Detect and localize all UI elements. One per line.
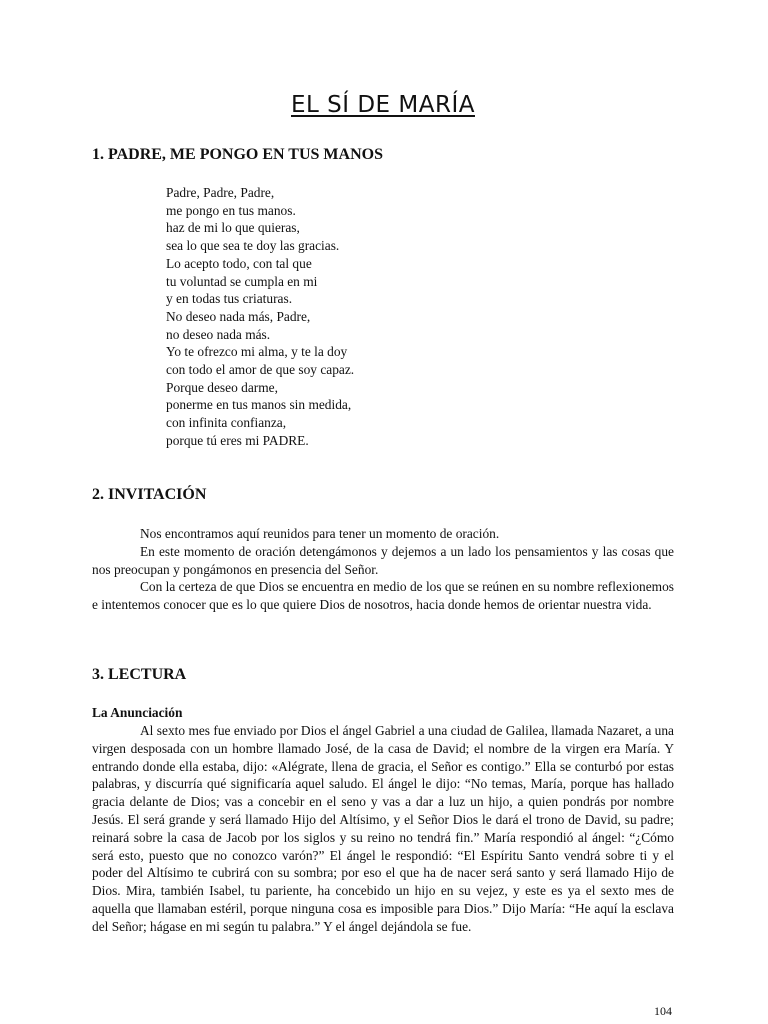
paragraph: Al sexto mes fue enviado por Dios el ángel Gabriel a una ciudad de Galilea, llamada Nazaret, a una virgen desposada con un hombre llamado José, de la casa de David; el nombre de la virgen era María. Y entrando donde ella estaba, dijo: «Alégrate, llena de gracia, el Señor es contigo.” Ella se conturbó por estas palabras, y discurría qué significaría aquel saludo. El ángel le dijo: “No temas, María, porque has hallado gracia delante de Dios; vas a concebir en el seno y vas a dar a luz un hijo, a quien pondrás por nombre Jesús. El será grande y será llamado Hijo del Altísimo, y el Señor Dios le dará el trono de David, su padre; reinará sobre la casa de Jacob por los siglos y su reino no tendrá fin.” María respondió al ángel: “¿Cómo será esto, puesto que no conozco varón?” El ángel le respondió: “El Espíritu Santo vendrá sobre ti y el poder del Altísimo te cubrirá con su sombra; por eso el que ha de nacer será santo y será llamado Hijo de Dios. Mira, también Isabel, tu pariente, ha concebido un hijo en su vejez, y este es ya el sexto mes de aquella que llamaban estéril, porque ninguna cosa es imposible para Dios.” Dijo María: “He aquí la esclava del Señor; hágase en mi según tu palabra.” Y el ángel dejándola se fue.	[92, 723, 674, 934]
invitation-text	[92, 525, 674, 614]
section-heading-invitation: 2. INVITACIÓN	[92, 486, 207, 503]
poem-line: porque tú eres mi PADRE.	[166, 432, 309, 448]
poem-line: no deseo nada más.	[166, 326, 271, 342]
page-number: 104	[654, 1004, 672, 1018]
poem-line: Lo acepto todo, con tal que	[166, 255, 312, 271]
poem-line: haz de mi lo que quieras,	[166, 220, 300, 236]
poem-line: ponerme en tus manos sin medida,	[166, 397, 352, 413]
prayer-poem	[166, 184, 354, 450]
section-heading-reading: 3. LECTURA	[92, 666, 187, 683]
paragraph: En este momento de oración detengámonos y dejemos a un lado los pensamientos y las cosas que nos preocupan y pongámonos en presencia del Señor.	[92, 543, 674, 577]
poem-line: No deseo nada más, Padre,	[166, 308, 311, 324]
poem-line: con todo el amor de que soy capaz.	[166, 362, 355, 378]
reading-text	[92, 722, 674, 936]
poem-line: con infinita confianza,	[166, 415, 287, 431]
section-heading-prayer: 1. PADRE, ME PONGO EN TUS MANOS	[92, 146, 383, 163]
paragraph: Nos encontramos aquí reunidos para tener un momento de oración.	[140, 526, 500, 541]
poem-line: y en todas tus criaturas.	[166, 291, 293, 307]
poem-line: Porque deseo darme,	[166, 379, 278, 395]
poem-line: tu voluntad se cumpla en mi	[166, 273, 318, 289]
poem-line: Yo te ofrezco mi alma, y te la doy	[166, 344, 348, 360]
poem-line: sea lo que sea te doy las gracias.	[166, 238, 340, 254]
poem-line: Padre, Padre, Padre,	[166, 185, 275, 200]
poem-line: me pongo en tus manos.	[166, 202, 296, 218]
paragraph: Con la certeza de que Dios se encuentra en medio de los que se reúnen en su nombre reflexionemos e intentemos conocer que es lo que quiere Dios de nosotros, hacia donde hemos de orientar nuestra vida.	[92, 579, 674, 613]
reading-subheading: La Anunciación	[92, 705, 183, 720]
page-title: EL SÍ DE MARÍA	[291, 92, 475, 118]
